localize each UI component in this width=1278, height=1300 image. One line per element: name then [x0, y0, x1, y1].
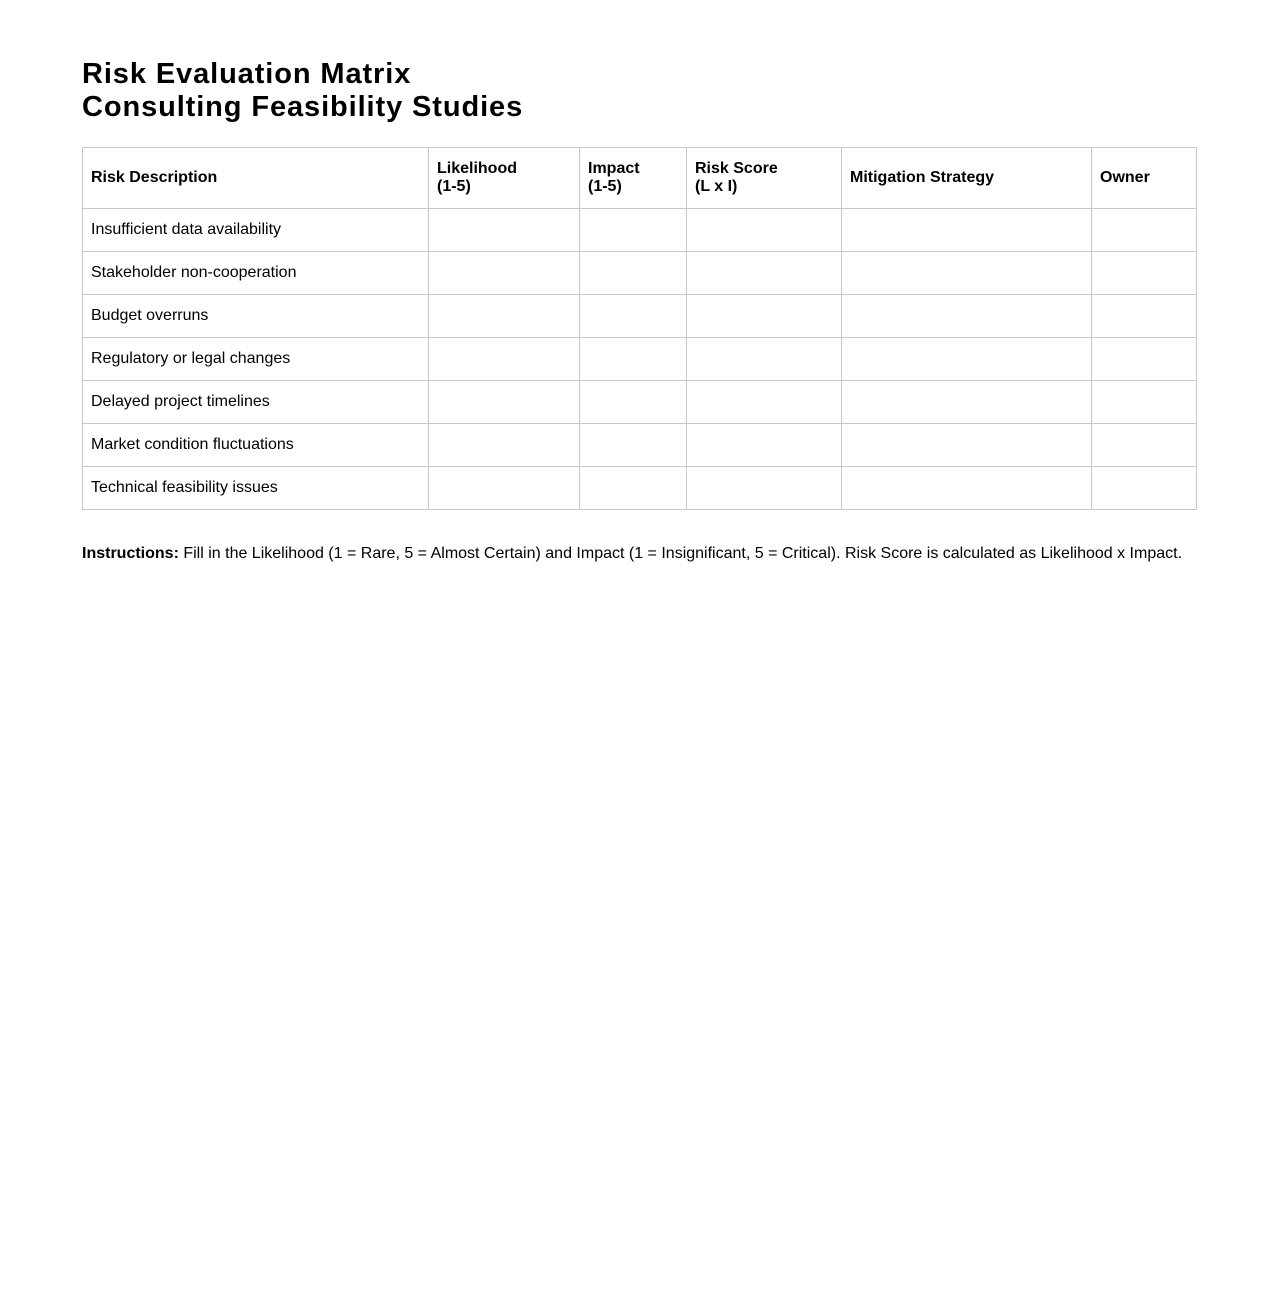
- instructions-paragraph: [82, 545, 1196, 563]
- table-row: [83, 338, 1197, 381]
- likelihood-cell[interactable]: [429, 295, 580, 338]
- document-page: [0, 0, 1278, 563]
- risk-score-cell[interactable]: [687, 424, 842, 467]
- risk-description-cell: Stakeholder non-cooperation: [83, 252, 429, 295]
- mitigation-cell[interactable]: [842, 467, 1092, 510]
- header-mitigation-strategy: Mitigation Strategy: [842, 148, 1092, 209]
- risk-score-cell[interactable]: [687, 209, 842, 252]
- table-row: [83, 209, 1197, 252]
- mitigation-cell[interactable]: [842, 424, 1092, 467]
- title-line-2: Consulting Feasibility Studies: [82, 91, 524, 123]
- table-row: [83, 295, 1197, 338]
- header-risk-score: Risk Score (L x I): [687, 148, 842, 209]
- likelihood-cell[interactable]: [429, 338, 580, 381]
- mitigation-cell[interactable]: [842, 338, 1092, 381]
- table-row: [83, 467, 1197, 510]
- mitigation-cell[interactable]: [842, 209, 1092, 252]
- likelihood-cell[interactable]: [429, 467, 580, 510]
- risk-score-cell[interactable]: [687, 467, 842, 510]
- risk-description-cell: Market condition fluctuations: [83, 424, 429, 467]
- table-row: [83, 381, 1197, 424]
- likelihood-cell[interactable]: [429, 381, 580, 424]
- mitigation-cell[interactable]: [842, 381, 1092, 424]
- risk-description-cell: Regulatory or legal changes: [83, 338, 429, 381]
- risk-description-cell: Insufficient data availability: [83, 209, 429, 252]
- owner-cell[interactable]: [1092, 381, 1197, 424]
- risk-score-cell[interactable]: [687, 381, 842, 424]
- likelihood-cell[interactable]: [429, 424, 580, 467]
- table-row: [83, 252, 1197, 295]
- header-likelihood: Likelihood (1-5): [429, 148, 580, 209]
- owner-cell[interactable]: [1092, 209, 1197, 252]
- risk-matrix-table: [82, 147, 1197, 510]
- owner-cell[interactable]: [1092, 338, 1197, 381]
- impact-cell[interactable]: [580, 252, 687, 295]
- owner-cell[interactable]: [1092, 467, 1197, 510]
- risk-description-cell: Budget overruns: [83, 295, 429, 338]
- page-title: [82, 58, 1196, 124]
- header-impact: Impact (1-5): [580, 148, 687, 209]
- impact-cell[interactable]: [580, 381, 687, 424]
- risk-description-cell: Technical feasibility issues: [83, 467, 429, 510]
- likelihood-cell[interactable]: [429, 209, 580, 252]
- impact-cell[interactable]: [580, 338, 687, 381]
- header-risk-description: Risk Description: [83, 148, 429, 209]
- title-line-1: Risk Evaluation Matrix: [82, 58, 412, 90]
- table-row: [83, 424, 1197, 467]
- instructions-label: Instructions:: [82, 545, 179, 562]
- impact-cell[interactable]: [580, 209, 687, 252]
- table-header-row: [83, 148, 1197, 209]
- likelihood-cell[interactable]: [429, 252, 580, 295]
- impact-cell[interactable]: [580, 295, 687, 338]
- risk-description-cell: Delayed project timelines: [83, 381, 429, 424]
- risk-score-cell[interactable]: [687, 338, 842, 381]
- owner-cell[interactable]: [1092, 295, 1197, 338]
- instructions-text: Fill in the Likelihood (1 = Rare, 5 = Almost Certain) and Impact (1 = Insignificant, 5 = Critical). Risk Score is calculated as Likelihood x Impact.: [178, 545, 1183, 562]
- risk-score-cell[interactable]: [687, 252, 842, 295]
- impact-cell[interactable]: [580, 424, 687, 467]
- impact-cell[interactable]: [580, 467, 687, 510]
- owner-cell[interactable]: [1092, 424, 1197, 467]
- mitigation-cell[interactable]: [842, 252, 1092, 295]
- mitigation-cell[interactable]: [842, 295, 1092, 338]
- header-owner: Owner: [1092, 148, 1197, 209]
- owner-cell[interactable]: [1092, 252, 1197, 295]
- risk-score-cell[interactable]: [687, 295, 842, 338]
